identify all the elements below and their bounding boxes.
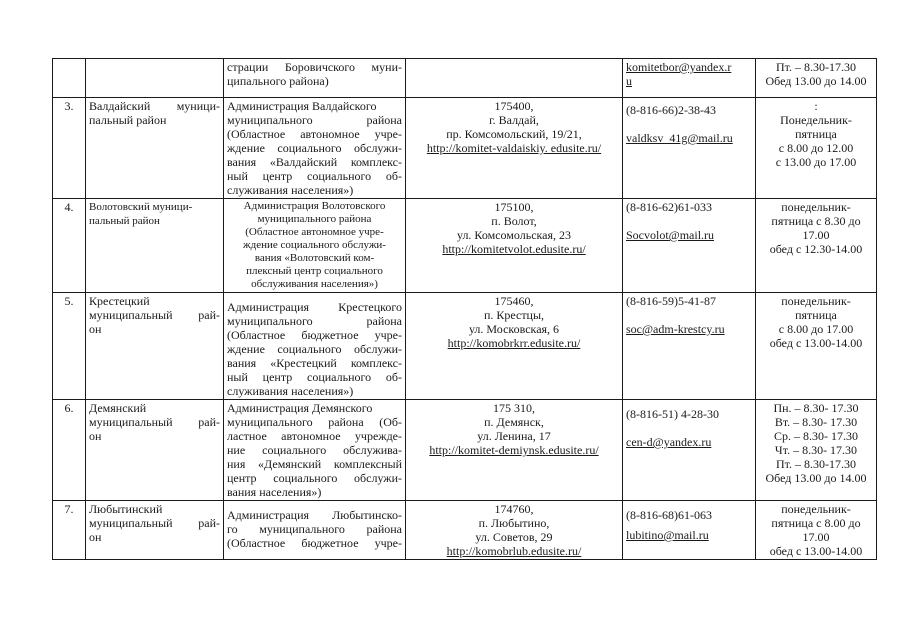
hours-line: с 8.00 до 12.00 xyxy=(778,141,854,155)
admin-line: Администрация Волотовского xyxy=(243,200,386,212)
hours-line: Обед 13.00 до 14.00 xyxy=(765,471,867,485)
contacts-cell xyxy=(623,199,756,293)
website-link[interactable]: http://komitetvolot.edusite.ru/ xyxy=(442,242,586,256)
hours-line: 17.00 xyxy=(802,228,830,242)
district-name xyxy=(86,59,224,98)
table-row xyxy=(53,98,877,199)
address-line: ул. Советов, 29 xyxy=(475,530,553,544)
administration-cell xyxy=(224,199,406,293)
admin-line: муниципального района xyxy=(227,113,402,127)
admin-line: ный центр социального об- xyxy=(227,169,402,183)
district-line: он xyxy=(89,322,102,336)
admin-line: Администрация Крестецкого xyxy=(227,300,402,314)
contacts-cell xyxy=(623,98,756,199)
admin-line: страции Боровичского муни- xyxy=(227,60,402,74)
district-name xyxy=(86,98,224,199)
working-hours-cell xyxy=(756,400,877,501)
district-line: пальный район xyxy=(89,113,167,127)
district-line: он xyxy=(89,530,102,544)
address-cell xyxy=(406,199,623,293)
hours-line: с 13.00 до 17.00 xyxy=(775,155,857,169)
table-row xyxy=(53,400,877,501)
hours-line: обед с 13.00-14.00 xyxy=(769,544,863,558)
working-hours-cell xyxy=(756,293,877,400)
hours-line: пятница с 8.30 до xyxy=(771,214,861,228)
row-number: 5. xyxy=(53,293,86,400)
hours-line: понедельник- xyxy=(781,294,851,308)
admin-line: го муниципального района xyxy=(227,522,402,536)
address-line: г. Валдай, xyxy=(489,113,539,127)
address-cell xyxy=(406,98,623,199)
address-line: 175460, xyxy=(494,294,534,308)
address-line: п. Крестцы, xyxy=(483,308,545,322)
hours-line: Понедельник- xyxy=(780,113,852,127)
website-link[interactable]: http://komobrlub.edusite.ru/ xyxy=(446,544,582,558)
admin-line: Администрация Демянского xyxy=(227,401,373,415)
district-name xyxy=(86,400,224,501)
hours-line: Пт. – 8.30-17.30 xyxy=(775,457,856,471)
phone-number: (8-816-68)61-063 xyxy=(626,508,712,522)
email-link[interactable]: Socvolot@mail.ru xyxy=(626,228,715,242)
admin-line: вания населения») xyxy=(227,485,322,499)
hours-line: Вт. – 8.30- 17.30 xyxy=(774,415,858,429)
row-number xyxy=(53,59,86,98)
district-line: Любытинский xyxy=(89,502,163,516)
hours-line: обед с 13.00-14.00 xyxy=(769,336,863,350)
hours-line: Пн. – 8.30- 17.30 xyxy=(773,401,859,415)
district-name xyxy=(86,501,224,560)
district-line: Демянский xyxy=(89,401,147,415)
admin-line: обслуживания населения») xyxy=(251,278,378,290)
contacts-cell xyxy=(623,59,756,98)
address-line: 175400, xyxy=(494,99,534,113)
address-line: 175100, xyxy=(494,200,534,214)
admin-line: ципального района) xyxy=(227,74,329,88)
hours-line: Чт. – 8.30- 17.30 xyxy=(774,443,858,457)
admin-line: ный центр социального об- xyxy=(227,370,402,384)
hours-line: пятница xyxy=(795,127,837,141)
hours-line: пятница с 8.00 до xyxy=(771,516,861,530)
address-line: ул. Комсомольская, 23 xyxy=(456,228,572,242)
hours-line: обед с 12.30-14.00 xyxy=(769,242,863,256)
hours-line: понедельник- xyxy=(781,502,851,516)
admin-line: ния «Демянский комплексный xyxy=(227,457,402,471)
address-line: 174760, xyxy=(494,502,534,516)
phone-number: (8-816-66)2-38-43 xyxy=(626,103,716,117)
address-cell xyxy=(406,293,623,400)
admin-line: вания «Крестецкий комплекс- xyxy=(227,356,402,370)
admin-line: муниципального района xyxy=(227,314,402,328)
email-link[interactable]: u xyxy=(626,74,632,88)
email-link[interactable]: valdksv_41g@mail.ru xyxy=(626,131,733,145)
address-line: ул. Ленина, 17 xyxy=(477,429,551,443)
admin-line: Администрация Валдайского xyxy=(227,99,377,113)
hours-line: Пт. – 8.30-17.30 xyxy=(775,60,856,74)
administration-cell xyxy=(224,293,406,400)
address-line: 175 310, xyxy=(493,401,535,415)
admin-line: ждение социального обслужи- xyxy=(227,342,402,356)
hours-line: понедельник- xyxy=(781,200,851,214)
admin-line: ждение социального обслужи- xyxy=(227,141,402,155)
district-name xyxy=(86,199,224,293)
table-row xyxy=(53,59,877,98)
address-line: ул. Московская, 6 xyxy=(468,322,560,336)
table-row xyxy=(53,293,877,400)
district-line: он xyxy=(89,429,102,443)
district-line: муниципальный рай- xyxy=(89,308,220,322)
admin-line: ластное автономное учрежде- xyxy=(227,429,402,443)
row-number: 6. xyxy=(53,400,86,501)
admin-line: служивания населения») xyxy=(227,183,354,197)
admin-line: (Областное автономное учре- xyxy=(245,226,384,238)
contacts-cell xyxy=(623,293,756,400)
website-link[interactable]: http://komitet-valdaiskiy. edusite.ru/ xyxy=(426,141,602,155)
email-link[interactable]: lubitino@mail.ru xyxy=(626,528,709,542)
website-link[interactable]: http://komobrkrr.edusite.ru/ xyxy=(447,336,581,350)
admin-line: ждение социального обслужи- xyxy=(243,239,386,251)
working-hours-cell xyxy=(756,501,877,560)
admin-line: муниципального района (Об- xyxy=(227,415,402,429)
address-cell xyxy=(406,501,623,560)
hours-line: Обед 13.00 до 14.00 xyxy=(765,74,867,88)
address-cell xyxy=(406,59,623,98)
phone-number: (8-816-62)61-033 xyxy=(626,200,712,214)
admin-line: плексный центр социального xyxy=(246,265,383,277)
admin-line: вания «Волотовский ком- xyxy=(254,252,375,264)
hours-line: 17.00 xyxy=(802,530,830,544)
admin-line: (Областное бюджетное учре- xyxy=(227,536,402,550)
phone-number: (8-816-51) 4-28-30 xyxy=(626,407,719,421)
email-link[interactable]: komitetbor@yandex.r xyxy=(626,60,732,74)
address-line: п. Демянск, xyxy=(484,415,544,429)
website-link[interactable]: http://komitet-demiynsk.edusite.ru/ xyxy=(429,443,599,457)
address-line: пр. Комсомольский, 19/21, xyxy=(446,127,582,141)
hours-line: Ср. – 8.30- 17.30 xyxy=(774,429,858,443)
working-hours-cell xyxy=(756,98,877,199)
district-name xyxy=(86,293,224,400)
district-line: Валдайский муници- xyxy=(89,99,220,113)
address-line: п. Волот, xyxy=(491,214,537,228)
admin-line: муниципального района xyxy=(257,213,372,225)
district-line: муниципальный рай- xyxy=(89,516,220,530)
district-line: Волотовский муници- xyxy=(89,201,193,213)
row-number: 4. xyxy=(53,199,86,293)
admin-line: ние социального обслужива- xyxy=(227,443,402,457)
district-line: Крестецкий xyxy=(89,294,150,308)
contacts-cell xyxy=(623,400,756,501)
table-row xyxy=(53,501,877,560)
email-link[interactable]: soc@adm-krestcy.ru xyxy=(626,322,725,336)
district-line: пальный район xyxy=(89,215,160,227)
administration-cell xyxy=(224,501,406,560)
administration-cell xyxy=(224,98,406,199)
hours-line: пятница xyxy=(795,308,837,322)
working-hours-cell xyxy=(756,59,877,98)
administration-cell xyxy=(224,59,406,98)
address-line: п. Любытино, xyxy=(478,516,550,530)
district-line: муниципальный рай- xyxy=(89,415,220,429)
phone-number: (8-816-59)5-41-87 xyxy=(626,294,716,308)
admin-line: Администрация Любытинско- xyxy=(227,508,402,522)
admin-line: вания «Валдайский комплекс- xyxy=(227,155,402,169)
admin-line: центр социального обслужи- xyxy=(227,471,402,485)
hours-line: : xyxy=(814,99,818,113)
admin-line: (Областное автономное учре- xyxy=(227,127,402,141)
row-number: 7. xyxy=(53,501,86,560)
hours-line: с 8.00 до 17.00 xyxy=(778,322,854,336)
row-number: 3. xyxy=(53,98,86,199)
table-row xyxy=(53,199,877,293)
contacts-cell xyxy=(623,501,756,560)
email-link[interactable]: cen-d@yandex.ru xyxy=(626,435,712,449)
districts-table xyxy=(52,58,877,560)
address-cell xyxy=(406,400,623,501)
admin-line: (Областное бюджетное учре- xyxy=(227,328,402,342)
administration-cell xyxy=(224,400,406,501)
admin-line: служивания населения») xyxy=(227,384,354,398)
working-hours-cell xyxy=(756,199,877,293)
